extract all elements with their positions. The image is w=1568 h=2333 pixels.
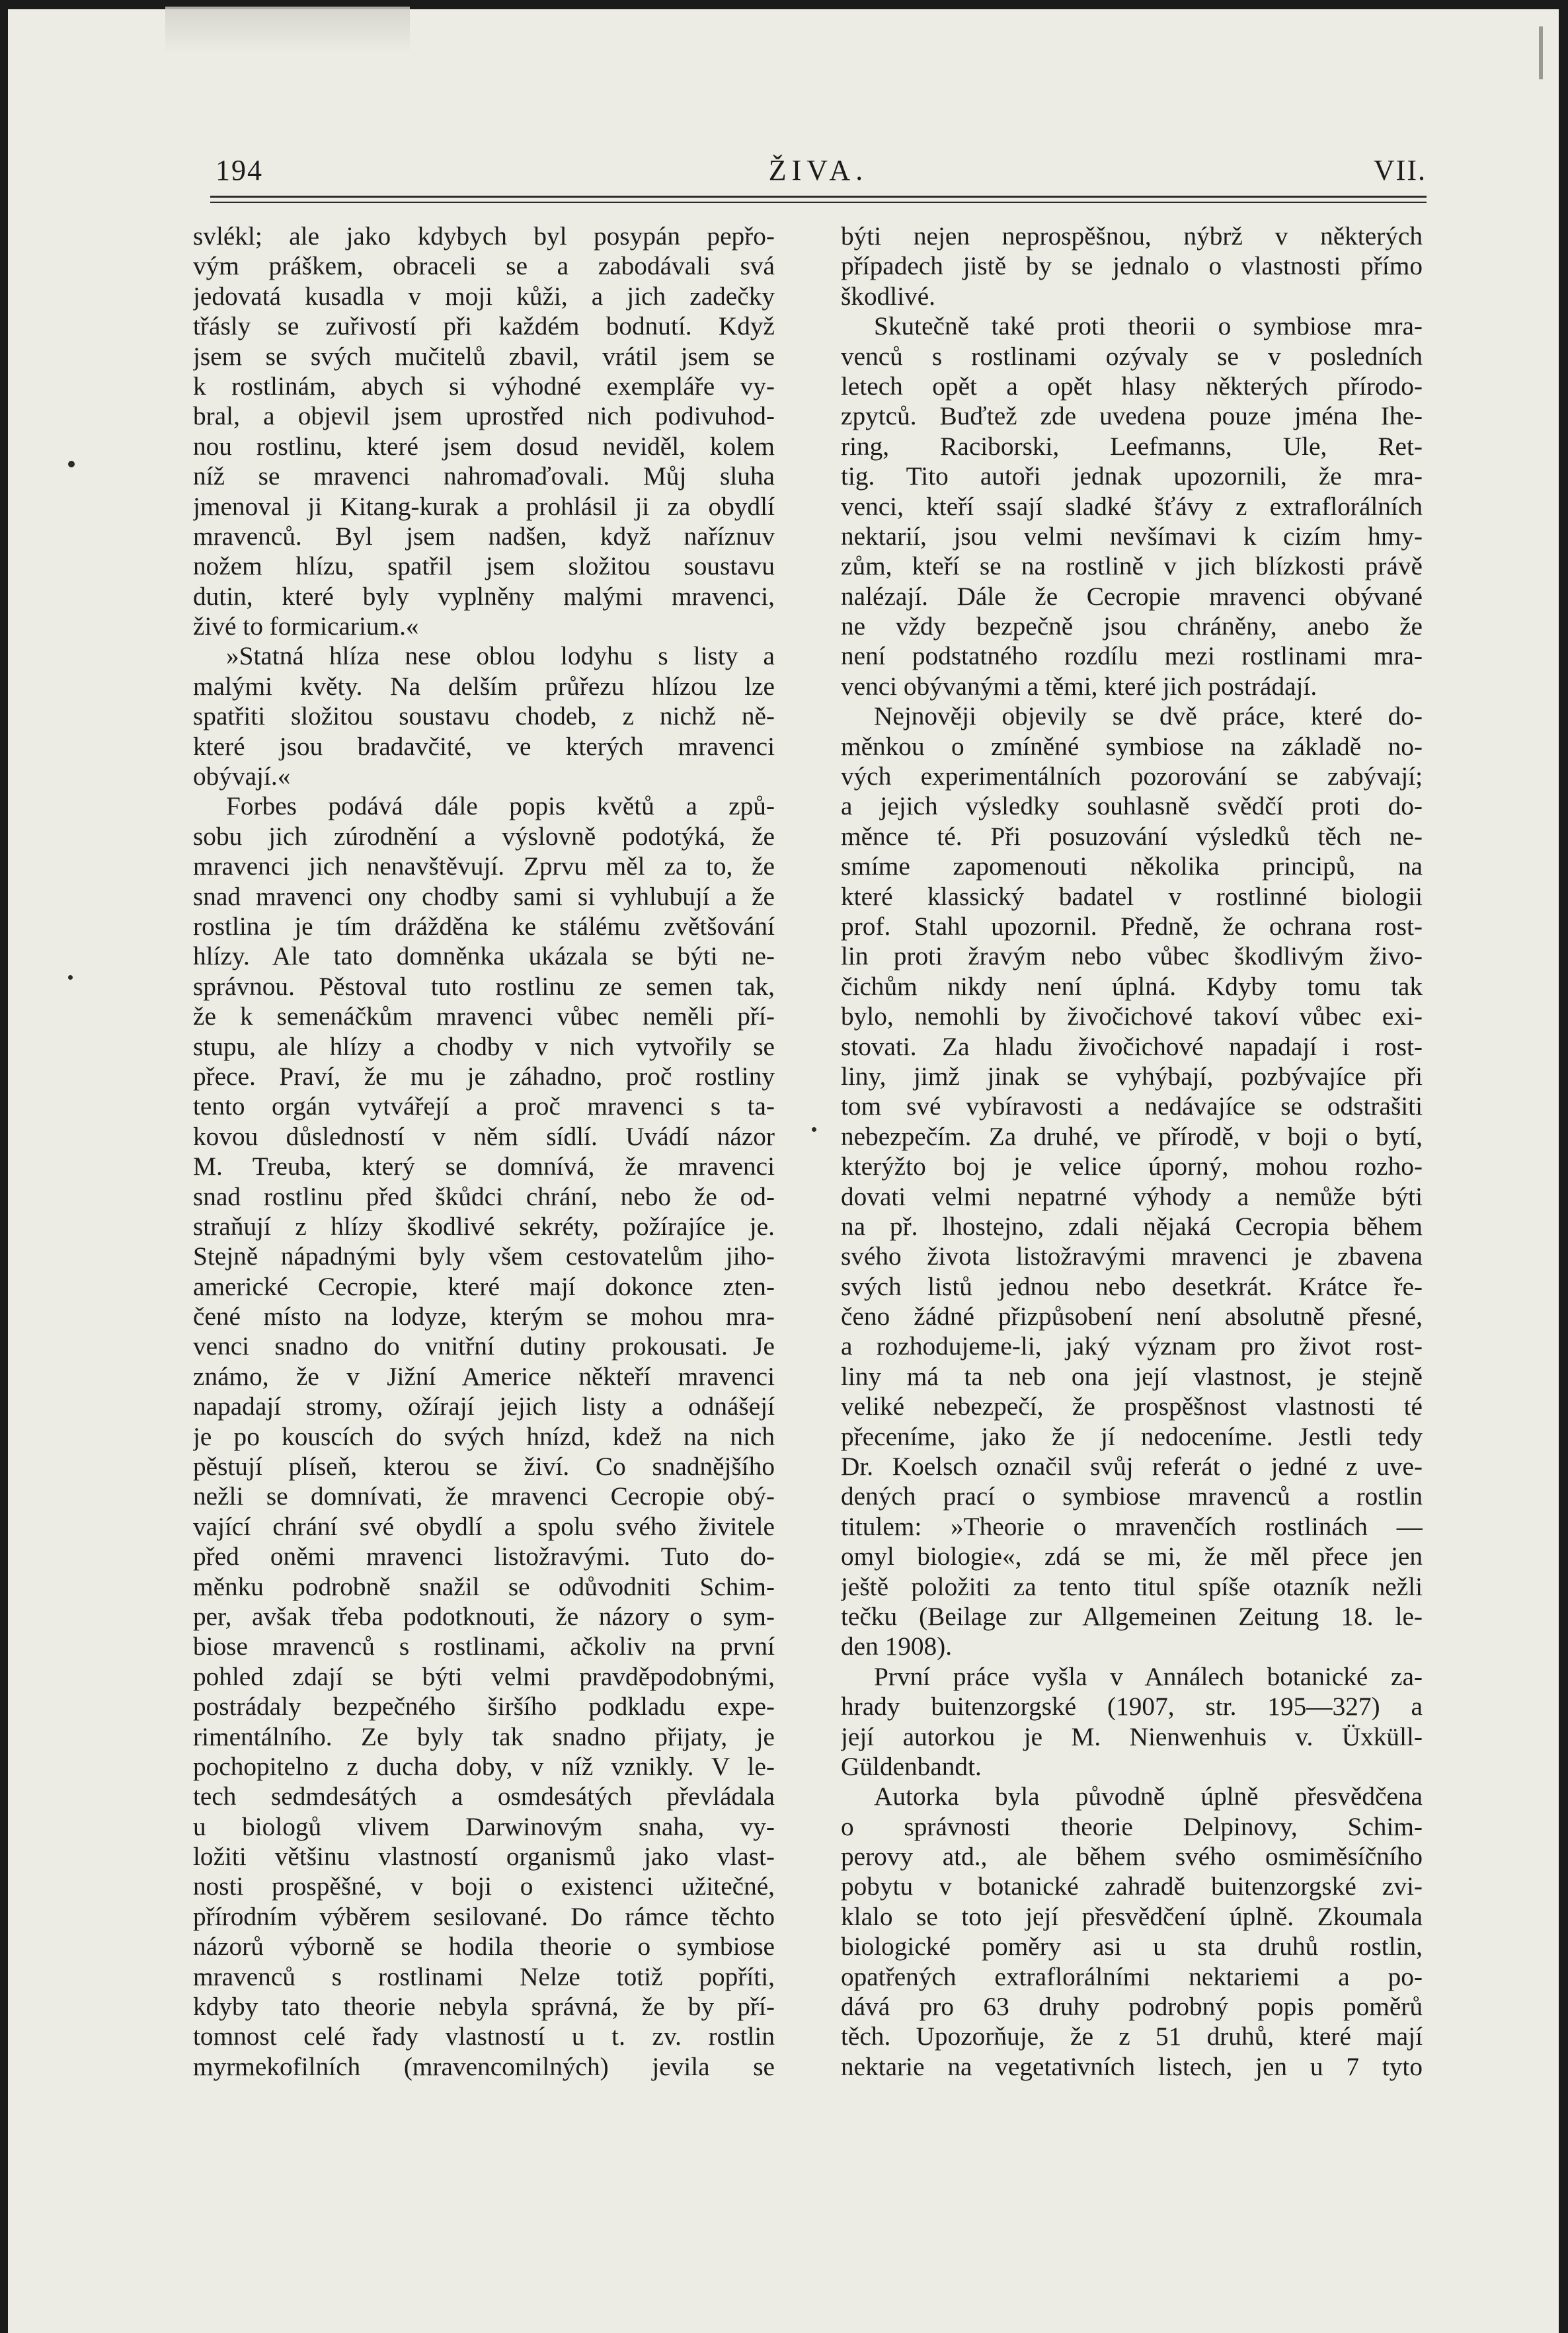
text-line: tig. Tito autoři jednak upozornili, že mra- xyxy=(841,461,1423,491)
text-line: »Statná hlíza nese oblou lodyhu s listy a xyxy=(226,641,775,671)
text-line: měnce té. Při posuzování výsledků těch ne- xyxy=(841,821,1423,851)
text-line: svého života listožravými mravenci je zbavena xyxy=(841,1242,1423,1271)
text-line: První práce vyšla v Annálech botanické za- xyxy=(874,1661,1423,1691)
text-line: letech opět a opět hlasy některých přírodo- xyxy=(841,371,1423,401)
text-line: tech sedmdesátých a osmdesátých převládala xyxy=(193,1782,775,1811)
text-line: že k semenáčkům mravenci vůbec neměli pří- xyxy=(193,1002,775,1031)
text-line: dutin, které byly vyplněny malými mravenci, xyxy=(193,581,775,611)
text-line: pobytu v botanické zahradě buitenzorgské zvi- xyxy=(841,1872,1423,1901)
text-line: stupu, ale hlízy a chodby v nich vytvořily se xyxy=(193,1031,775,1061)
text-line: liny má ta neb ona její vlastnost, je stejně xyxy=(841,1361,1423,1391)
text-line: čeno žádné přizpůsobení není absolutně přesné, xyxy=(841,1302,1423,1331)
journal-title: ŽIVA. xyxy=(768,154,869,186)
text-line: prof. Stahl upozornil. Předně, že ochrana rost- xyxy=(841,911,1423,941)
text-line: nou rostlinu, které jsem dosud neviděl, kolem xyxy=(193,431,775,461)
volume-number: VII. xyxy=(1373,154,1427,186)
text-line: tento orgán vytvářejí a proč mravenci s ta- xyxy=(193,1091,775,1121)
text-line: kovou důsledností v něm sídlí. Uvádí názor xyxy=(193,1121,775,1151)
text-line: názorů výborně se hodila theorie o symbiose xyxy=(193,1932,775,1961)
text-line: měnkou o zmíněné symbiose na základě no- xyxy=(841,731,1423,761)
text-line: rostlina je tím drážděna ke stálému zvětšování xyxy=(193,911,775,941)
text-line: čichům nikdy není úplná. Kdyby tomu tak xyxy=(841,971,1423,1001)
text-line: svlékl; ale jako kdybych byl posypán pepřo- xyxy=(193,221,775,251)
text-line: biologické poměry asi u sta druhů rostlin, xyxy=(841,1932,1423,1961)
text-line: škodlivé. xyxy=(841,281,935,311)
text-line: sobu jich zúrodnění a výslovně podotýká, že xyxy=(193,821,775,851)
text-line: nalézají. Dále že Cecropie mravenci obývané xyxy=(841,581,1423,611)
text-line: dených prací o symbiose mravenců a rostlin xyxy=(841,1482,1423,1511)
text-line: nektarií, jsou velmi nevšímavi k cizím hmy- xyxy=(841,521,1423,551)
text-line: myrmekofilních (mravencomilných) jevila se xyxy=(193,2051,775,2081)
text-line: zpytců. Buďtež zde uvedena pouze jména Ihe- xyxy=(841,401,1423,431)
text-line: kdyby tato theorie nebyla správná, že by pří- xyxy=(193,1992,775,2022)
text-line: ložiti většinu vlastností organismů jako vlast- xyxy=(193,1842,775,1872)
text-line: pochopitelno z ducha doby, v níž vznikly. V le- xyxy=(193,1751,775,1781)
text-line: čené místo na lodyze, kterým se mohou mra- xyxy=(193,1302,775,1331)
text-line: biose mravenců s rostlinami, ačkoliv na první xyxy=(193,1632,775,1661)
text-line: vých experimentálních pozorování se zabývají; xyxy=(841,762,1423,791)
text-line: per, avšak třeba podotknouti, že názory o sym- xyxy=(193,1601,775,1631)
text-line: Autorka byla původně úplně přesvědčena xyxy=(874,1782,1423,1811)
text-line: nežli se domnívati, že mravenci Cecropie obý- xyxy=(193,1482,775,1511)
margin-speck xyxy=(812,1127,816,1132)
text-line: býti nejen neprospěšnou, nýbrž v některých xyxy=(841,221,1423,251)
text-line: nosti prospěšné, v boji o existenci užitečné, xyxy=(193,1872,775,1901)
scan-border-left xyxy=(0,0,8,2333)
text-line: dává pro 63 druhy podrobný popis poměrů xyxy=(841,1992,1423,2022)
text-line: mravenců s rostlinami Nelze totiž popříti, xyxy=(193,1961,775,1991)
text-line: nožem hlízu, spatřil jsem složitou soustavu xyxy=(193,551,775,581)
margin-speck xyxy=(68,461,75,467)
text-line: je po kouscích do svých hnízd, kdež na nich xyxy=(193,1421,775,1451)
text-line: Skutečně také proti theorii o symbiose mra- xyxy=(874,311,1423,341)
text-line: ring, Raciborski, Leefmanns, Ule, Ret- xyxy=(841,431,1423,461)
text-line: Forbes podává dále popis květů a způ- xyxy=(226,791,775,821)
text-line: obývají.« xyxy=(193,762,291,791)
text-line: M. Treuba, který se domnívá, že mravenci xyxy=(193,1152,775,1181)
text-line: ještě položiti za tento titul spíše otazník nežli xyxy=(841,1571,1423,1601)
text-line: Nejnověji objevily se dvě práce, které do- xyxy=(874,701,1423,731)
text-line: tom své vybíravosti a nedávajíce se odstrašiti xyxy=(841,1091,1423,1121)
text-line: opatřených extraflorálními nektariemi a po- xyxy=(841,1961,1423,1991)
text-line: jsem se svých mučitelů zbavil, vrátil jsem se xyxy=(193,341,775,371)
text-line: a rozhodujeme-li, jaký význam pro život rost- xyxy=(841,1331,1423,1361)
text-line: hlízy. Ale tato domněnka ukázala se býti ne- xyxy=(193,941,775,971)
text-line: Güldenbandt. xyxy=(841,1751,982,1781)
text-line: svých listů jednou nebo desetkrát. Krátce ře- xyxy=(841,1271,1423,1301)
text-line: tečku (Beilage zur Allgemeinen Zeitung 18. le- xyxy=(841,1601,1423,1631)
text-line: měnku podrobně snažil se odůvodniti Schim- xyxy=(193,1571,775,1601)
text-line: před oněmi mravenci listožravými. Tuto do- xyxy=(193,1542,775,1571)
text-line: zům, kteří se na rostlině v jich blízkosti právě xyxy=(841,551,1423,581)
text-line: hrady buitenzorgské (1907, str. 195—327) a xyxy=(841,1692,1423,1721)
text-line: den 1908). xyxy=(841,1632,953,1661)
scan-mark xyxy=(1539,26,1543,79)
text-line: rimentálního. Ze byly tak snadno přijaty, je xyxy=(193,1721,775,1751)
text-line: bylo, nemohli by živočichové takoví vůbec exi- xyxy=(841,1002,1423,1031)
text-line: tomnost celé řady vlastností u t. zv. rostlin xyxy=(193,2022,775,2051)
text-line: přeceníme, jako že jí nedoceníme. Jestli tedy xyxy=(841,1421,1423,1451)
text-line: venci snadno do vnitřní dutiny prokousati. Je xyxy=(193,1331,775,1361)
text-line: nebezpečím. Za druhé, ve přírodě, v boji o bytí, xyxy=(841,1121,1423,1151)
text-line: napadají stromy, ožírají jejich listy a odnášejí xyxy=(193,1392,775,1421)
text-line: ne vždy bezpečně jsou chráněny, anebo že xyxy=(841,612,1423,641)
text-line: perovy atd., ale během svého osmiměsíčního xyxy=(841,1842,1423,1872)
text-line: kterýžto boj je velice úporný, mohou rozho- xyxy=(841,1152,1423,1181)
text-line: její autorkou je M. Nienwenhuis v. Üxküll- xyxy=(841,1721,1423,1751)
text-line: smíme zapomenouti několika principů, na xyxy=(841,851,1423,881)
text-line: straňují z hlízy škodlivé sekréty, požírajíce je. xyxy=(193,1211,775,1241)
text-line: veliké nebezpečí, že prospěšnost vlastnosti té xyxy=(841,1392,1423,1421)
text-line: snad mravenci ony chodby sami si vyhlubují a že xyxy=(193,881,775,911)
text-line: vající chrání své obydlí a spolu svého živitele xyxy=(193,1511,775,1541)
text-line: přírodním výběrem sesilované. Do rámce těchto xyxy=(193,1901,775,1931)
text-line: které jsou bradavčité, ve kterých mravenci xyxy=(193,731,775,761)
text-line: případech jistě by se jednalo o vlastnosti přímo xyxy=(841,251,1423,281)
page-header xyxy=(210,153,1427,193)
text-line: třásly se zuřivostí při každém bodnutí. Když xyxy=(193,311,775,341)
text-line: vým práškem, obraceli se a zabodávali svá xyxy=(193,251,775,281)
text-line: živé to formicarium.« xyxy=(193,612,419,641)
text-line: spatřiti složitou soustavu chodeb, z nichž ně- xyxy=(193,701,775,731)
text-line: postrádaly bezpečného širšího podkladu expe- xyxy=(193,1692,775,1721)
text-line: venci, kteří ssají sladké šťávy z extraflorálních xyxy=(841,491,1423,521)
text-line: které klassický badatel v rostlinné biologii xyxy=(841,881,1423,911)
text-line: dovati velmi nepatrné výhody a nemůže býti xyxy=(841,1181,1423,1211)
text-line: správnou. Pěstoval tuto rostlinu ze semen tak, xyxy=(193,971,775,1001)
right-column xyxy=(841,221,1423,2198)
margin-speck xyxy=(68,975,73,980)
text-line: těch. Upozorňuje, že z 51 druhů, které mají xyxy=(841,2022,1423,2051)
text-line: liny, jimž jinak se vyhýbají, pozbývajíce při xyxy=(841,1061,1423,1091)
scan-border-right xyxy=(1559,0,1568,2333)
text-line: lin proti žravým nebo vůbec škodlivým živo- xyxy=(841,941,1423,971)
text-line: titulem: »Theorie o mravenčích rostlinách — xyxy=(841,1511,1423,1541)
text-line: u biologů vlivem Darwinovým snaha, vy- xyxy=(193,1811,775,1841)
text-line: Dr. Koelsch označil svůj referát o jedné z uve- xyxy=(841,1452,1423,1482)
text-line: nektarie na vegetativních listech, jen u 7 tyto xyxy=(841,2051,1423,2081)
text-line: mravenci jich nenavštěvují. Zprvu měl za to, že xyxy=(193,851,775,881)
page-number: 194 xyxy=(216,154,263,186)
text-line: není podstatného rozdílu mezi rostlinami mra- xyxy=(841,641,1423,671)
text-line: jedovatá kusadla v moji kůži, a jich zadečky xyxy=(193,281,775,311)
text-line: níž se mravenci nahromaďovali. Můj sluha xyxy=(193,461,775,491)
text-line: k rostlinám, abych si výhodné exempláře vy- xyxy=(193,371,775,401)
text-line: venci obývanými a těmi, které jich postrádají. xyxy=(841,671,1317,701)
text-line: snad rostlinu před škůdci chrání, nebo že od- xyxy=(193,1181,775,1211)
text-line: venců s rostlinami ozývaly se v posledních xyxy=(841,341,1423,371)
scan-smudge xyxy=(165,7,410,53)
text-line: klalo se toto její přesvědčení úplně. Zkoumala xyxy=(841,1901,1423,1931)
text-line: známo, že v Jižní Americe někteří mravenci xyxy=(193,1361,775,1391)
text-line: pohled zdají se býti velmi pravděpodobnými, xyxy=(193,1661,775,1691)
text-line: jmenoval ji Kitang-kurak a prohlásil ji za obydlí xyxy=(193,491,775,521)
text-line: bral, a objevil jsem uprostřed nich podivuhod- xyxy=(193,401,775,431)
text-line: stovati. Za hladu živočichové napadají i rost- xyxy=(841,1031,1423,1061)
text-line: Stejně nápadnými byly všem cestovatelům jiho- xyxy=(193,1242,775,1271)
text-line: americké Cecropie, které mají dokonce zten- xyxy=(193,1271,775,1301)
text-line: mravenců. Byl jsem nadšen, když naříznuv xyxy=(193,521,775,551)
text-line: a jejich výsledky souhlasně svědčí proti do- xyxy=(841,791,1423,821)
text-line: omyl biologie«, zdá se mi, že měl přece jen xyxy=(841,1542,1423,1571)
text-line: pěstují plíseň, kterou se živí. Co snadnějšího xyxy=(193,1452,775,1482)
left-column xyxy=(193,221,775,2198)
header-rule-thin xyxy=(210,202,1427,203)
text-line: malými květy. Na delším průřezu hlízou lze xyxy=(193,671,775,701)
header-rule xyxy=(210,196,1427,198)
text-line: na př. lhostejno, zdali nějaká Cecropia během xyxy=(841,1211,1423,1241)
text-line: o správnosti theorie Delpinovy, Schim- xyxy=(841,1811,1423,1841)
text-line: přece. Praví, že mu je záhadno, proč rostliny xyxy=(193,1061,775,1091)
